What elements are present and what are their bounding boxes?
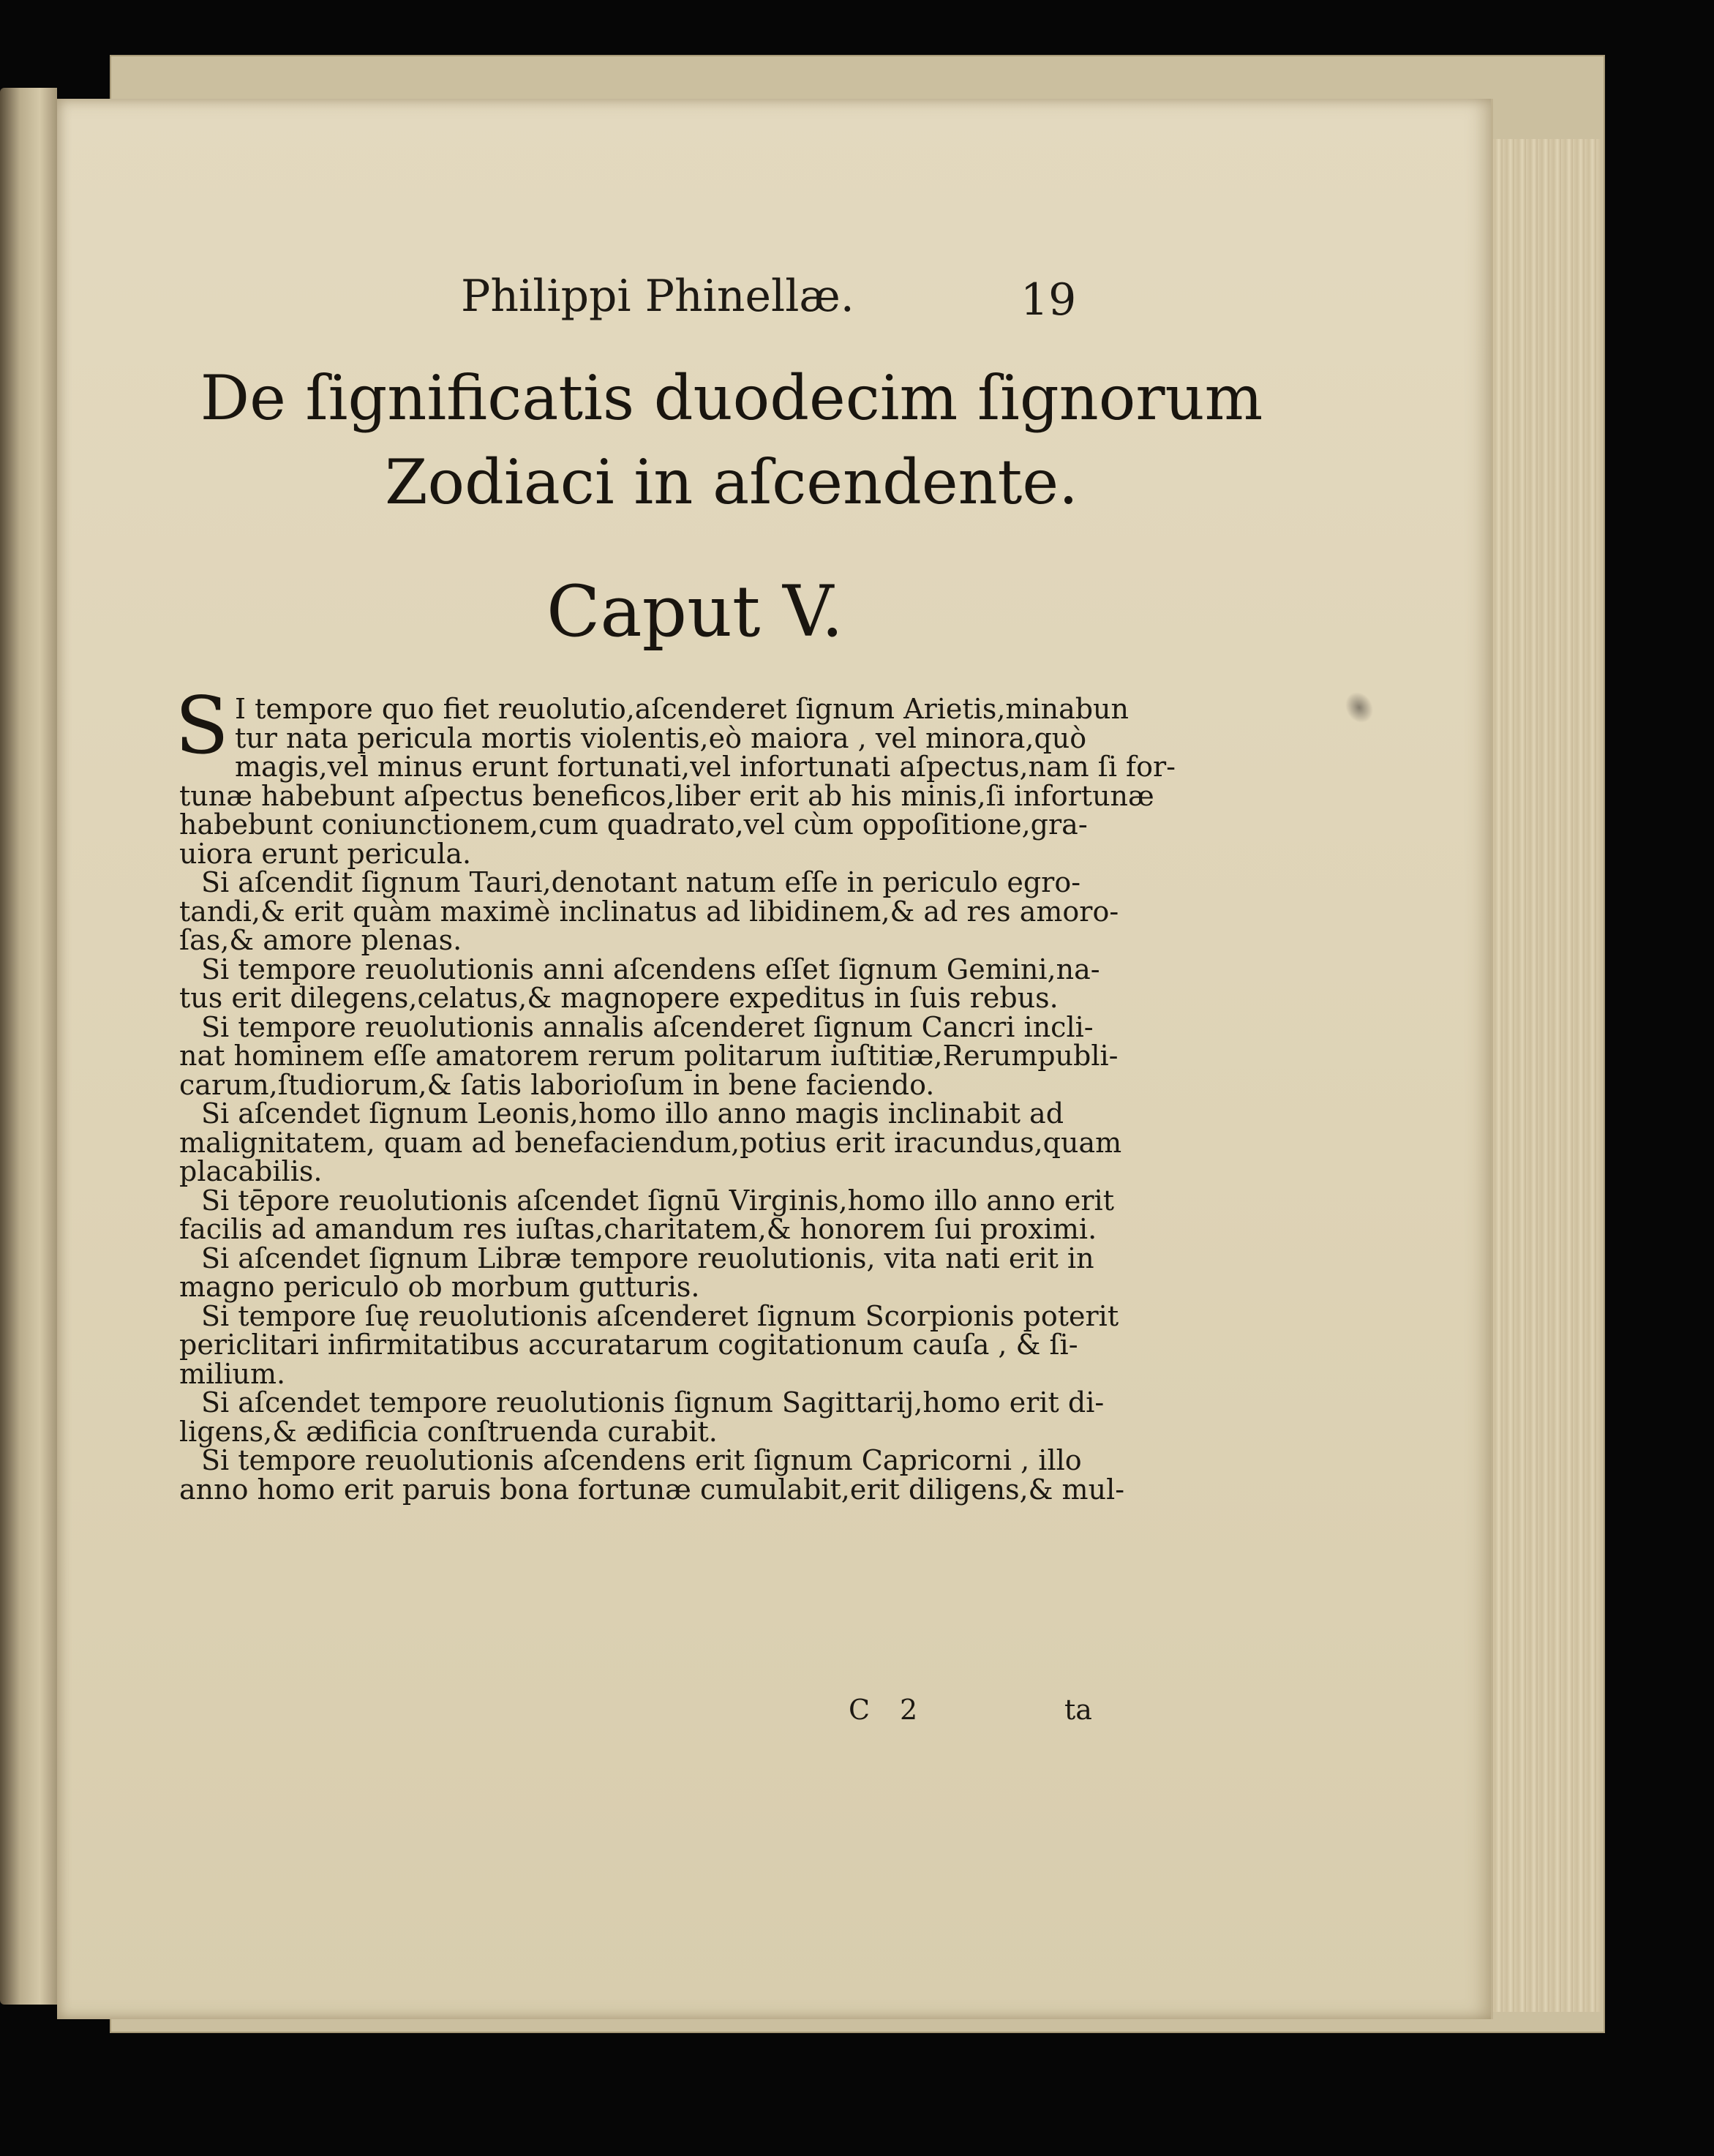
paragraph-capricorn [179, 1446, 1138, 1504]
text-line: Si aſcendet ſignum Leonis,homo illo anno magis inclinabit ad [201, 1097, 1064, 1130]
text-line: carum,ſtudiorum,& ſatis laborioſum in bene faciendo. [179, 1068, 935, 1101]
text-line: facilis ad amandum res iuſtas,charitatem,& honorem ſui proximi. [179, 1213, 1097, 1245]
signature-mark: C [849, 1694, 871, 1726]
drop-cap: S [175, 680, 229, 772]
text-line: tus erit dilegens,celatus,& magnopere expeditus in ſuis rebus. [179, 982, 1059, 1014]
paragraph-cancer [179, 1010, 1138, 1101]
chapter-heading: Caput V. [546, 571, 844, 653]
text-line: ligens,& ædificia conſtruenda curabit. [179, 1415, 718, 1448]
text-line: Si aſcendet tempore reuolutionis ſignum Sagittarij,homo erit di- [201, 1386, 1105, 1419]
paragraph-leo [179, 1097, 1138, 1187]
binding-spine [0, 88, 57, 2005]
catchword: ta [1064, 1694, 1092, 1726]
text-line: milium. [179, 1357, 286, 1390]
page-number: 19 [1020, 274, 1077, 326]
text-line: Si tēpore reuolutionis aſcendet ſignū Virginis,homo illo anno erit [201, 1184, 1114, 1217]
paragraph-sagittarius [179, 1386, 1138, 1448]
text-line: Si tempore reuolutionis anni aſcendens eſſet ſignum Gemini,na- [201, 953, 1100, 985]
text-line: nat hominem eſſe amatorem rerum politarum iuſtitiæ,Rerumpubli- [179, 1040, 1119, 1072]
text-line: Si tempore reuolutionis annalis aſcenderet ſignum Cancri incli- [201, 1010, 1094, 1043]
text-line: tandi,& erit quàm maximè inclinatus ad libidinem,& ad res amoro- [179, 895, 1119, 928]
text-line: magis,vel minus erunt fortunati,vel infortunati aſpectus,nam ſi for- [235, 751, 1176, 783]
text-line: periclitari infirmitatibus accuratarum cogitationum cauſa , & ſi- [179, 1329, 1078, 1361]
paragraph-libra [179, 1244, 1138, 1302]
paragraph-aries [175, 680, 1176, 870]
paragraph-gemini [179, 955, 1138, 1013]
text-line: I tempore quo fiet reuolutio,aſcenderet ſignum Arietis,minabun [235, 693, 1129, 725]
body-text [175, 680, 1176, 1506]
paragraph-taurus [179, 868, 1138, 955]
text-line: tur nata pericula mortis violentis,eò maiora , vel minora,quò [235, 721, 1087, 754]
page-edges [1491, 139, 1601, 2012]
text-line: magno periculo ob morbum gutturis. [179, 1271, 700, 1303]
signature-number: 2 [900, 1694, 918, 1726]
text-line: Si tempore ſuę reuolutionis aſcenderet ſignum Scorpionis poterit [201, 1299, 1119, 1332]
text-line: Si tempore reuolutionis aſcendens erit ſignum Capricorni , illo [201, 1444, 1082, 1476]
paragraph-virgo [179, 1184, 1138, 1245]
text-line: habebunt coniunctionem,cum quadrato,vel cùm oppoſitione,gra- [179, 808, 1088, 841]
text-line: malignitatem, quam ad benefaciendum,potius erit iracundus,quam [179, 1126, 1122, 1159]
text-line: placabilis. [179, 1155, 323, 1187]
section-title-line-2: Zodiaci in aſcendente. [385, 446, 1078, 518]
text-line: uiora erunt pericula. [179, 837, 472, 870]
text-line: anno homo erit paruis bona fortunæ cumulabit,erit diligens,& mul- [179, 1473, 1125, 1506]
text-line: tunæ habebunt aſpectus beneficos,liber erit ab his minis,ſi infortunæ [179, 779, 1154, 812]
running-head: Philippi Phinellæ. [461, 271, 854, 322]
text-line: Si aſcendet ſignum Libræ tempore reuolutionis, vita nati erit in [201, 1242, 1094, 1274]
text-line: Si aſcendit ſignum Tauri,denotant natum eſſe in periculo egro- [201, 866, 1081, 898]
paragraph-scorpio [179, 1299, 1138, 1390]
section-title-line-1: De ſignificatis duodecim ſignorum [200, 362, 1263, 434]
text-line: ſas,& amore plenas. [179, 924, 462, 956]
